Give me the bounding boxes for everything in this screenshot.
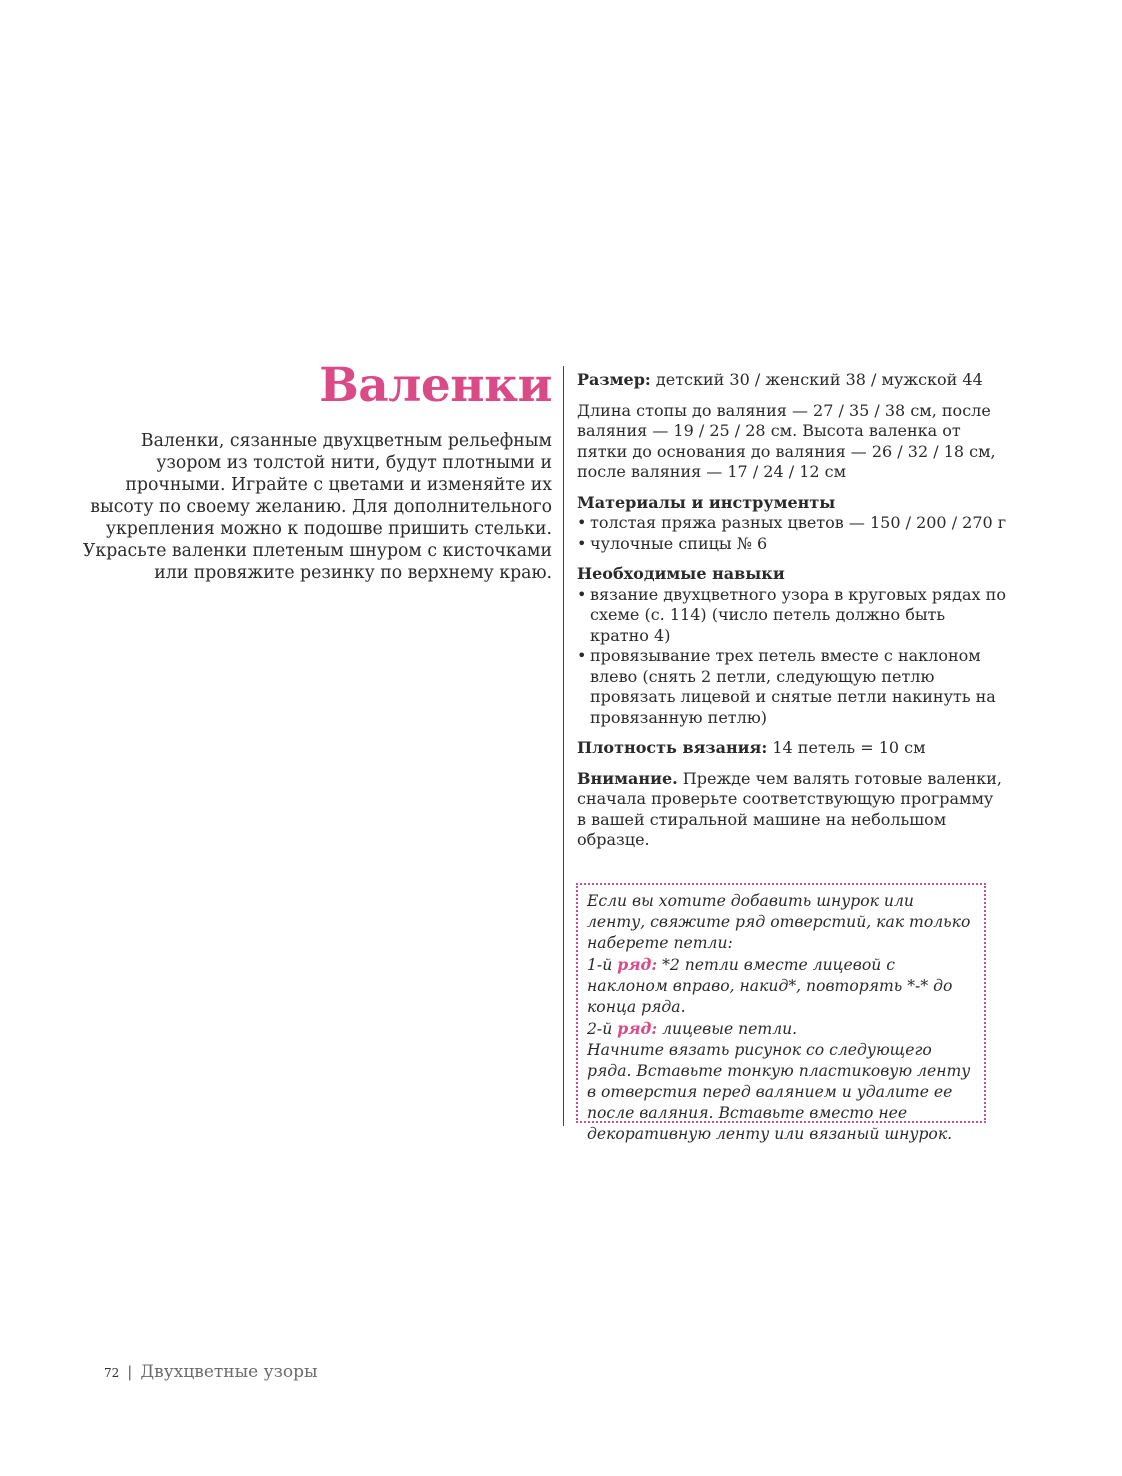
attention-label: Внимание. — [577, 768, 678, 788]
size-value: детский 30 / женский 38 / мужской 44 — [655, 370, 983, 389]
specs-column — [577, 370, 1007, 861]
size-line — [577, 370, 1007, 391]
row-1-text: *2 петли вместе лицевой с наклоном вправо, накид*, повторять *-* до конца ряда. — [587, 956, 953, 1016]
tip-row-1 — [587, 954, 976, 1018]
size-label: Размер: — [577, 370, 651, 389]
page-title: Валенки — [319, 358, 552, 413]
gauge-value: 14 петель = 10 см — [772, 738, 926, 757]
tip-row-2 — [587, 1018, 976, 1040]
footer-separator: | — [127, 1363, 133, 1381]
attention-paragraph — [577, 769, 1007, 851]
list-item: • вязание двухцветного узора в круговых рядах по схеме (с. 114) (число петель должно быть кратно 4) — [577, 585, 1007, 647]
list-item: • провязывание трех петель вместе с наклоном влево (снять 2 петли, следующую петлю провязать лицевой и снятые петли накинуть на провязанную петлю) — [577, 646, 1007, 728]
materials-list — [577, 513, 1007, 554]
attention-text: Прежде чем валять готовые валенки, сначала проверьте соответствующую программу в вашей стиральной машине на небольшом образце. — [577, 768, 1003, 849]
section-title: Двухцветные узоры — [140, 1362, 318, 1382]
tip-box — [576, 883, 986, 1143]
page-number: 72 — [104, 1366, 120, 1380]
skills-list — [577, 585, 1007, 729]
row-1-prefix: 1-й — [587, 956, 613, 974]
tip-outro: Начните вязать рисунок со следующего ряда. Вставьте тонкую пластиковую ленту в отверстия перед валянием и удалите ее после валяния. Вставьте вместо нее декоративную ленту или вязаный шнурок. — [587, 1041, 971, 1143]
row-2-label: ряд: — [617, 1019, 658, 1038]
row-2-prefix: 2-й — [587, 1020, 613, 1038]
materials-heading: Материалы и инструменты — [577, 492, 836, 512]
list-item: • чулочные спицы № 6 — [577, 534, 1007, 555]
gauge-line — [577, 738, 1007, 759]
gauge-label: Плотность вязания: — [577, 738, 768, 757]
skills-heading: Необходимые навыки — [577, 564, 785, 583]
dimensions-paragraph: Длина стопы до валяния — 27 / 35 / 38 см, после валяния — 19 / 25 / 28 см. Высота валенка от пятки до основания до валяния — 26 / 32 / 18 см, после валяния — 17 / 24 / 12 см — [577, 400, 996, 481]
tip-intro: Если вы хотите добавить шнурок или ленту, свяжите ряд отверстий, как только наберете петли: — [587, 892, 971, 952]
row-2-text: лицевые петли. — [662, 1020, 798, 1038]
column-divider — [563, 366, 564, 1126]
page-footer — [104, 1362, 318, 1382]
list-item: • толстая пряжа разных цветов — 150 / 200 / 270 г — [577, 513, 1007, 534]
intro-paragraph: Валенки, сязанные двухцветным рельефным узором из толстой нити, будут плотными и прочными. Играйте с цветами и изменяйте их высоту по своему желанию. Для дополнительного укрепления можно к подошве пришить стельки. Украсьте валенки плетеным шнуром с кисточками или провяжите резинку по верхнему краю. — [82, 431, 552, 583]
row-1-label: ряд: — [617, 955, 658, 974]
